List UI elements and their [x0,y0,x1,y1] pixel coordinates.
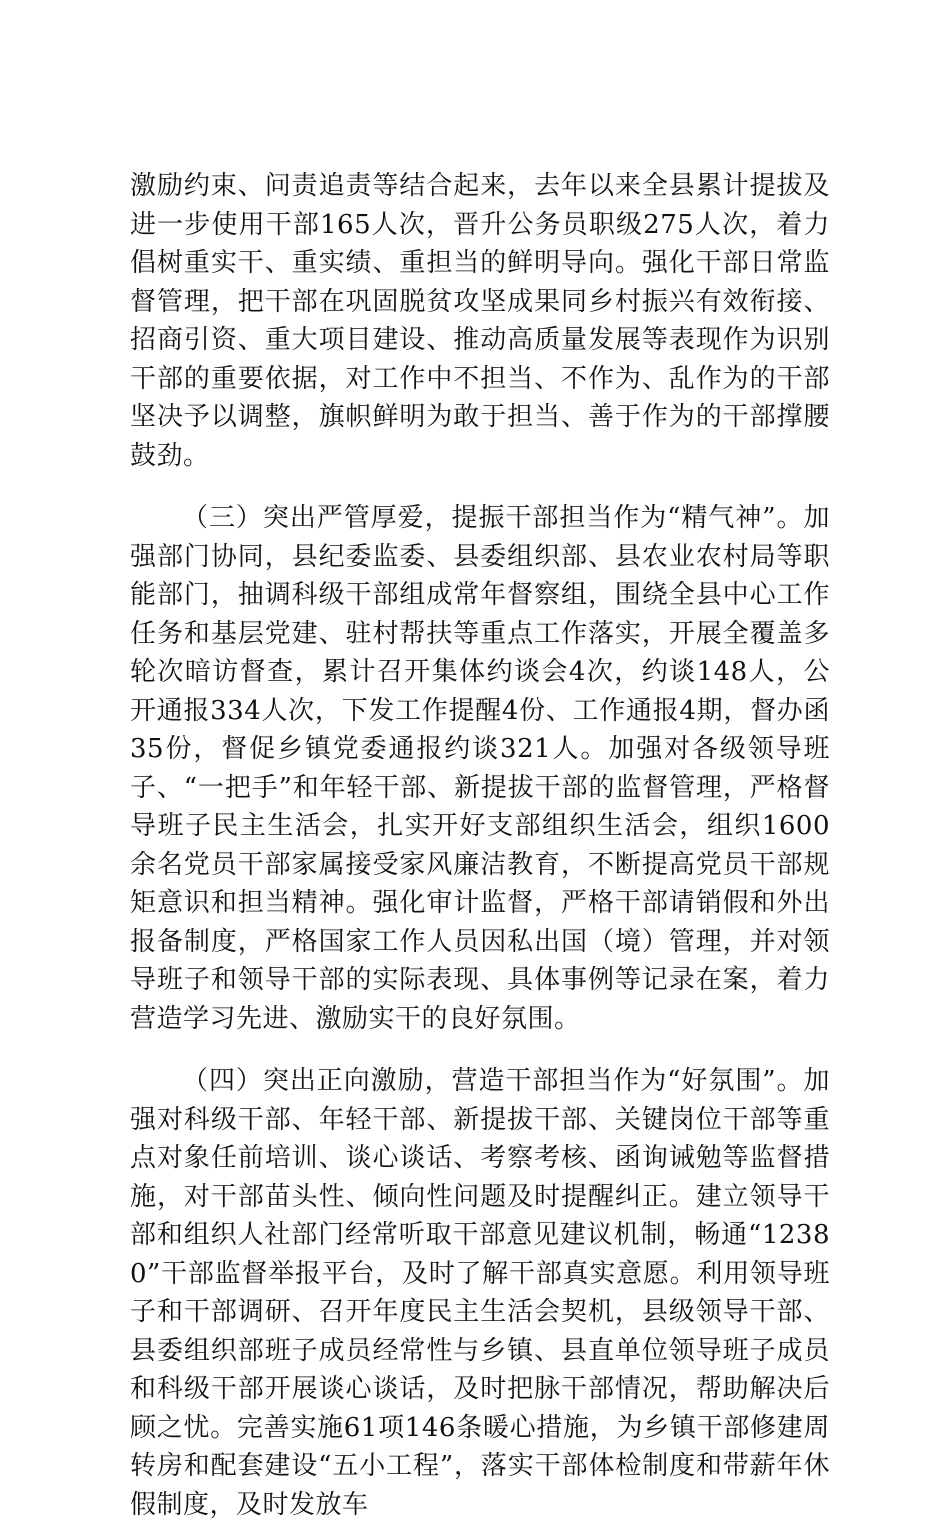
paragraph-section-four: （四）突出正向激励，营造干部担当作为“好氛围”。加强对科级干部、年轻干部、新提拔干部、关键岗位干部等重点对象任前培训、谈心谈话、考察考核、函询诫勉等监督措施，对干部苗头性、倾向性问题及时提醒纠正。建立领导干部和组织人社部门经常听取干部意见建议机制，畅通“12380”干部监督举报平台，及时了解干部真实意愿。利用领导班子和干部调研、召开年度民主生活会契机，县级领导干部、县委组织部班子成员经常性与乡镇、县直单位领导班子成员和科级干部开展谈心谈话，及时把脉干部情况，帮助解决后顾之忧。完善实施61项146条暖心措施，为乡镇干部修建周转房和配套建设“五小工程”，落实干部体检制度和带薪年休假制度，及时发放车 [130,1066,830,1520]
paragraph-continuation: 激励约束、问责追责等结合起来，去年以来全县累计提拔及进一步使用干部165人次，晋升公务员职级275人次，着力倡树重实干、重实绩、重担当的鲜明导向。强化干部日常监督管理，把干部在巩固脱贫攻坚成果同乡村振兴有效衔接、招商引资、重大项目建设、推动高质量发展等表现作为识别干部的重要依据，对工作中不担当、不作为、乱作为的干部坚决予以调整，旗帜鲜明为敢于担当、善于作为的干部撑腰鼓劲。 [130,171,830,471]
document-body [130,167,830,1524]
paragraph-section-three: （三）突出严管厚爱，提振干部担当作为“精气神”。加强部门协同，县纪委监委、县委组织部、县农业农村局等职能部门，抽调科级干部组成常年督察组，围绕全县中心工作任务和基层党建、驻村帮扶等重点工作落实，开展全覆盖多轮次暗访督查，累计召开集体约谈会4次，约谈148人，公开通报334人次，下发工作提醒4份、工作通报4期，督办函35份，督促乡镇党委通报约谈321人。加强对各级领导班子、“一把手”和年轻干部、新提拔干部的监督管理，严格督导班子民主生活会，扎实开好支部组织生活会，组织1600余名党员干部家属接受家风廉洁教育，不断提高党员干部规矩意识和担当精神。强化审计监督，严格干部请销假和外出报备制度，严格国家工作人员因私出国（境）管理，并对领导班子和领导干部的实际表现、具体事例等记录在案，着力营造学习先进、激励实干的良好氛围。 [130,503,830,1034]
